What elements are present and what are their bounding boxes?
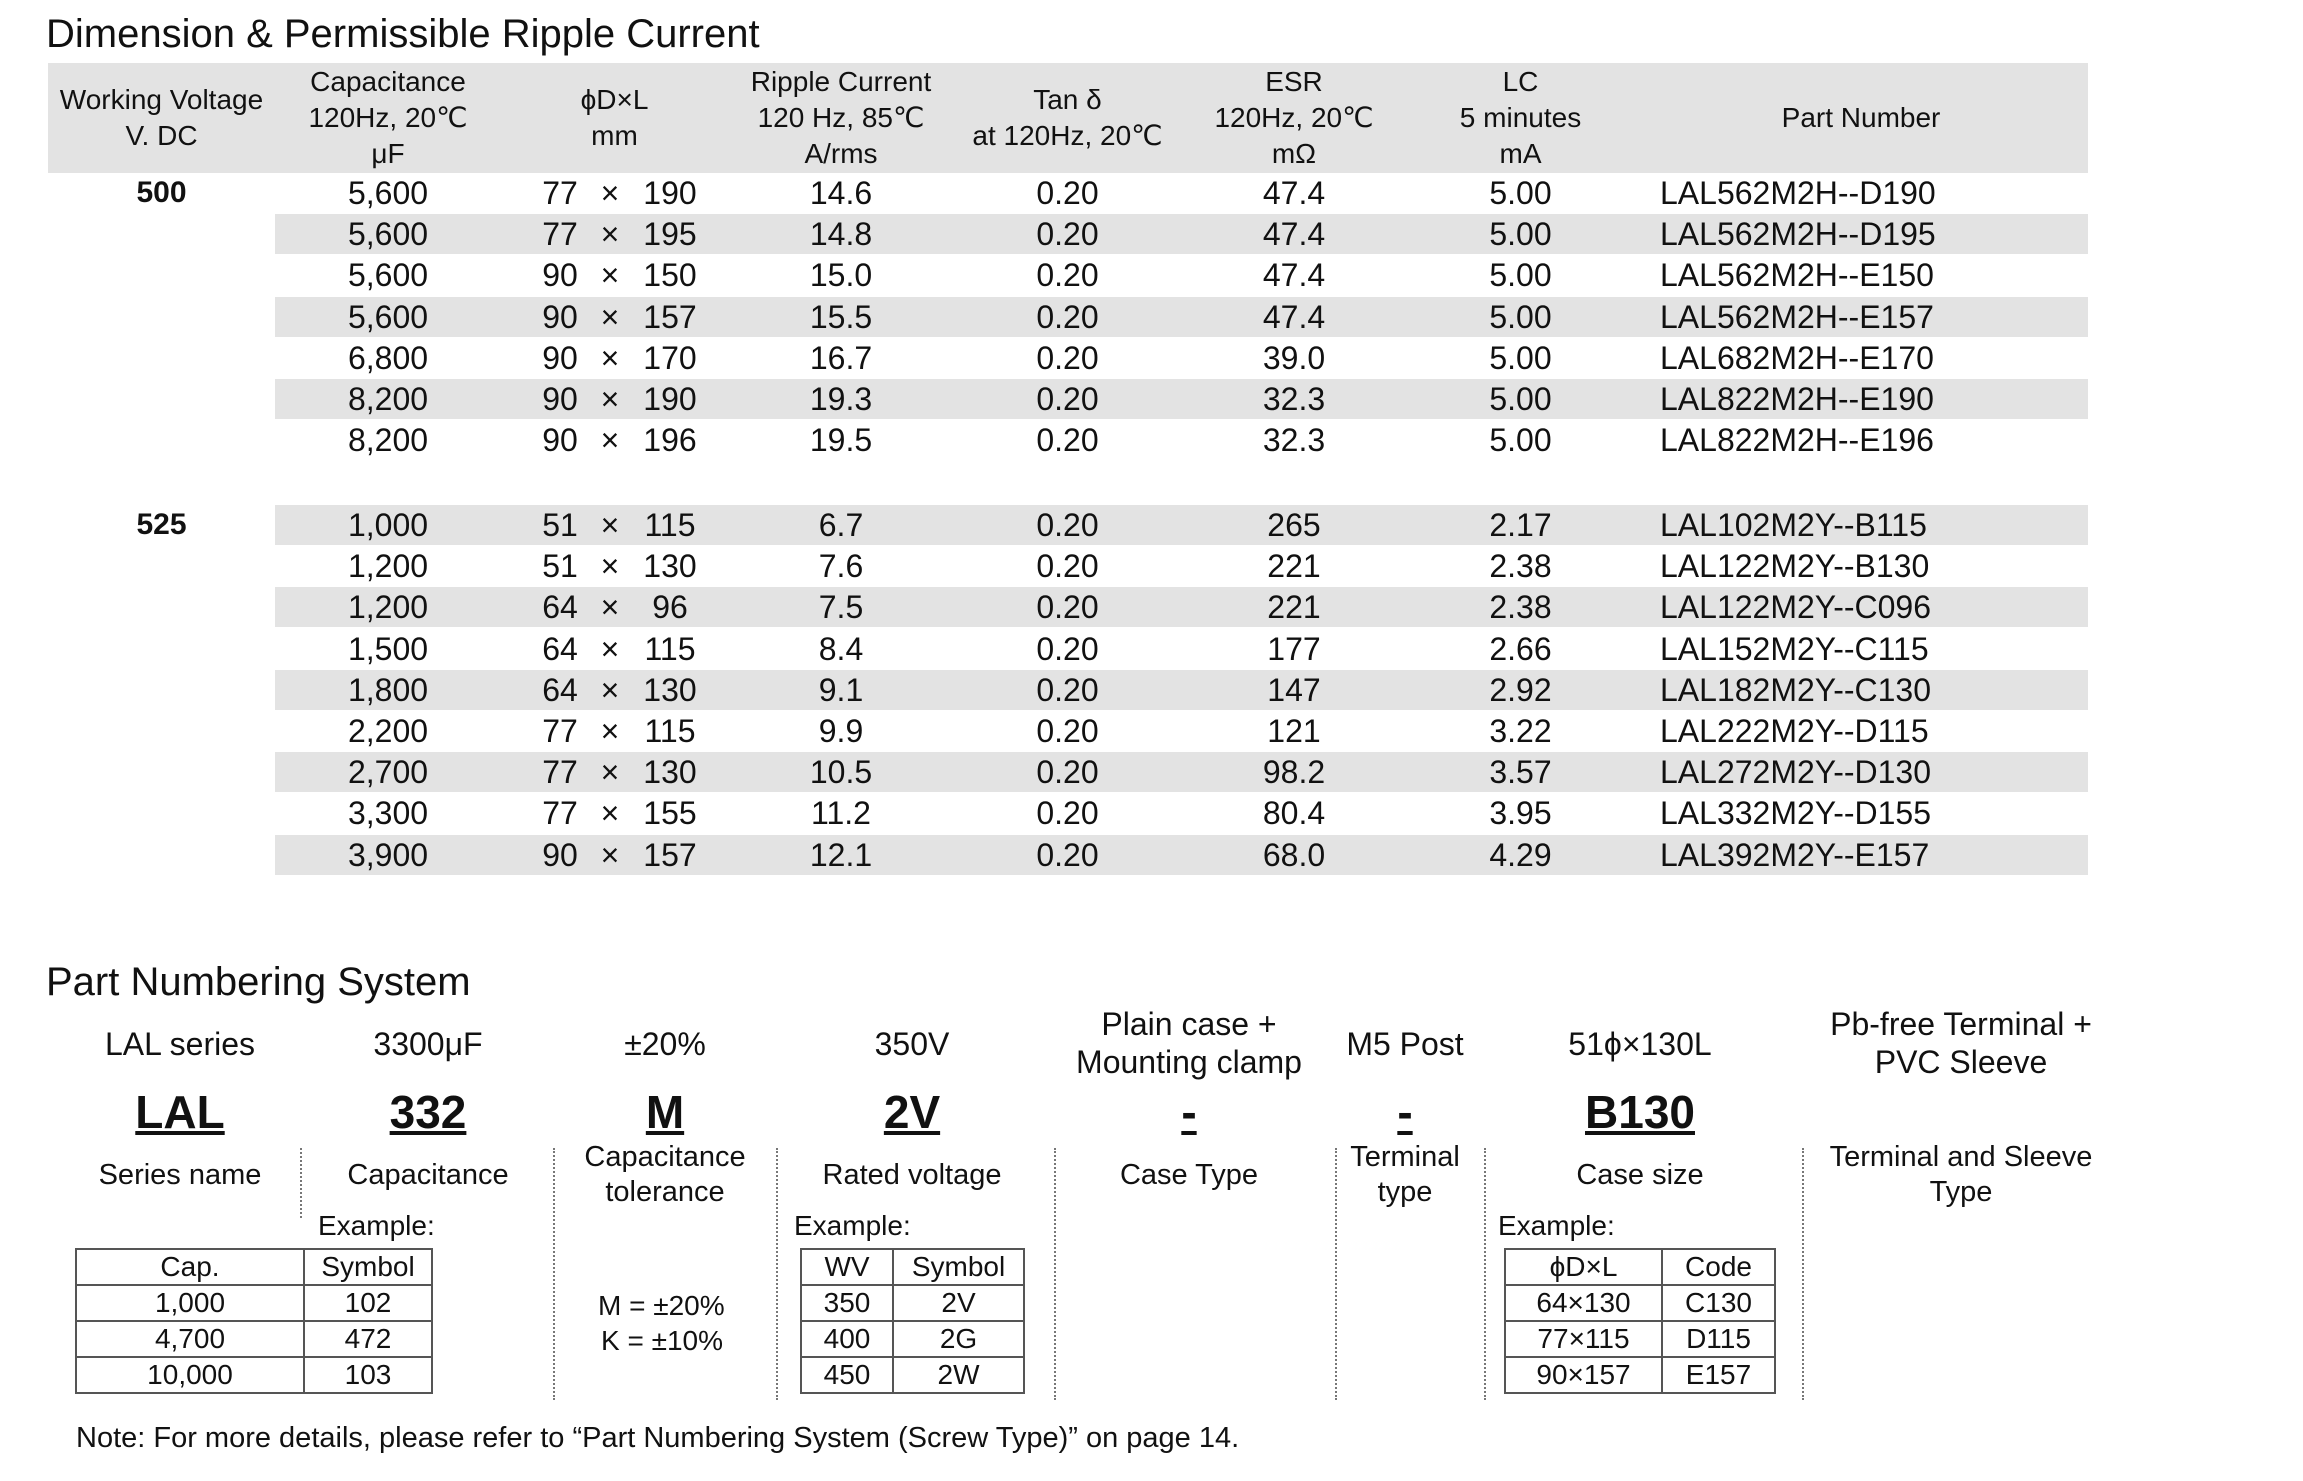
table-cell-d: 51 <box>542 507 578 543</box>
table-cell-lc: 4.29 <box>1489 836 1552 873</box>
table-cell-lc: 2.92 <box>1489 671 1552 708</box>
table-cell-part: LAL182M2Y--C130 <box>1660 671 1931 708</box>
segment-code: LAL <box>135 1086 225 1138</box>
segment-code: B130 <box>1585 1086 1695 1138</box>
table-cell-d: 77 <box>542 795 578 832</box>
table-cell: 450 <box>801 1357 893 1393</box>
table-cell-cap: 1,200 <box>347 589 429 626</box>
table-cell-d: 77 <box>542 713 578 749</box>
table-cell-lc: 5.00 <box>1489 381 1552 417</box>
table-header: WV <box>801 1249 893 1285</box>
table-cell-lc: 2.66 <box>1489 630 1552 667</box>
table-cell-d: 90 <box>542 257 578 294</box>
segment-label: Case Type <box>1119 1159 1259 1191</box>
table-cell-part: LAL122M2Y--B130 <box>1660 548 1930 585</box>
separator <box>1484 1148 1486 1400</box>
header-lc: LC 5 minutes mA <box>1459 66 1582 169</box>
header-tan-delta: Tan δ at 120Hz, 20℃ <box>972 84 1163 151</box>
table-cell-d: 90 <box>542 339 578 376</box>
table-cell-d: 64 <box>542 630 578 667</box>
separator <box>776 1148 778 1400</box>
table-cell-x: × <box>600 754 620 791</box>
segment-label: Terminal type <box>1350 1141 1460 1208</box>
table-cell: 2G <box>893 1321 1024 1357</box>
table-cell-cap: 8,200 <box>347 422 429 459</box>
table-cell-ripple: 10.5 <box>809 754 873 791</box>
table-cell-lc: 5.00 <box>1489 422 1552 459</box>
segment-description: ±20% <box>624 1026 706 1062</box>
table-cell-lc: 5.00 <box>1489 339 1552 376</box>
table-cell-x: × <box>600 216 620 253</box>
table-cell-ripple: 6.7 <box>818 507 864 543</box>
table-header: Symbol <box>893 1249 1024 1285</box>
table-cell: 1,000 <box>76 1285 304 1321</box>
table-cell-l: 115 <box>644 630 696 667</box>
table-cell-d: 77 <box>542 175 578 211</box>
section-title-part-numbering: Part Numbering System <box>46 960 471 1004</box>
table-cell-part: LAL392M2Y--E157 <box>1660 836 1930 873</box>
table-cell-esr: 39.0 <box>1262 339 1326 376</box>
table-cell-x: × <box>600 630 620 667</box>
separator <box>1335 1148 1337 1400</box>
footnote: Note: For more details, please refer to “Part Numbering System (Screw Type)” on page 14. <box>76 1422 1240 1454</box>
table-cell-cap: 5,600 <box>347 175 429 211</box>
table-cell: 64×130 <box>1505 1285 1662 1321</box>
header-dimension: ϕD×L mm <box>580 84 649 151</box>
table-cell-part: LAL822M2H--E196 <box>1660 422 1934 459</box>
table-cell: 400 <box>801 1321 893 1357</box>
table-cell-d: 90 <box>542 298 578 335</box>
segment-code: M <box>645 1086 685 1138</box>
table-cell-d: 64 <box>542 671 578 708</box>
table-cell-part: LAL152M2Y--C115 <box>1660 630 1929 667</box>
voltage-code-table <box>800 1248 1025 1394</box>
table-cell-d: 77 <box>542 754 578 791</box>
table-cell-lc: 3.57 <box>1489 754 1552 791</box>
table-cell-cap: 3,900 <box>347 836 429 873</box>
table-cell-ripple: 8.4 <box>818 630 864 667</box>
segment-description: 350V <box>874 1026 950 1062</box>
table-cell-d: 90 <box>542 381 578 417</box>
table-cell-ripple: 11.2 <box>811 795 871 832</box>
table-cell-esr: 221 <box>1267 589 1321 626</box>
table-cell-l: 115 <box>644 713 696 749</box>
table-cell-x: × <box>600 175 620 211</box>
table-cell-lc: 2.38 <box>1489 548 1552 585</box>
table-cell-x: × <box>600 257 620 294</box>
table-cell-cap: 5,600 <box>347 216 429 253</box>
table-cell-lc: 5.00 <box>1489 216 1552 253</box>
table-cell: 2V <box>893 1285 1024 1321</box>
table-cell-x: × <box>600 548 620 585</box>
table-cell-esr: 47.4 <box>1262 298 1326 335</box>
segment-code: 2V <box>883 1086 941 1138</box>
table-cell-ripple: 15.0 <box>809 257 873 294</box>
segment-code: - <box>1397 1086 1413 1138</box>
table-cell: 2W <box>893 1357 1024 1393</box>
table-cell-tan: 0.20 <box>1036 713 1099 749</box>
table-cell-ripple: 15.5 <box>809 298 873 335</box>
tolerance-m: M = ±20% <box>598 1290 725 1321</box>
header-esr: ESR 120Hz, 20℃ mΩ <box>1214 66 1374 169</box>
header-part-number: Part Number <box>1781 102 1941 133</box>
header-working-voltage: Working Voltage V. DC <box>59 84 264 151</box>
table-cell-x: × <box>600 795 620 832</box>
segment-label: Capacitance tolerance <box>584 1141 746 1208</box>
separator <box>553 1148 555 1400</box>
table-cell-tan: 0.20 <box>1036 216 1099 253</box>
segment-label: Series name <box>98 1159 262 1191</box>
table-cell-cap: 8,200 <box>347 381 429 417</box>
segment-code: 332 <box>389 1086 467 1138</box>
table-cell-part: LAL562M2H--E157 <box>1660 298 1934 335</box>
case-size-code-table <box>1504 1248 1776 1394</box>
table-cell-d: 77 <box>542 216 578 253</box>
table-cell: 10,000 <box>76 1357 304 1393</box>
table-cell-esr: 32.3 <box>1262 381 1326 417</box>
table-cell-l: 115 <box>644 507 696 543</box>
table-cell-l: 157 <box>643 836 697 873</box>
table-cell: C130 <box>1662 1285 1775 1321</box>
table-cell-l: 130 <box>643 754 697 791</box>
table-cell-tan: 0.20 <box>1036 630 1099 667</box>
table-cell-tan: 0.20 <box>1036 589 1099 626</box>
table-cell-esr: 80.4 <box>1262 795 1326 832</box>
table-cell-lc: 5.00 <box>1489 175 1552 211</box>
table-cell-ripple: 19.5 <box>809 422 873 459</box>
table-cell-cap: 1,000 <box>347 507 429 543</box>
table-cell: E157 <box>1662 1357 1775 1393</box>
table-cell-ripple: 12.1 <box>809 836 873 873</box>
table-cell-ripple: 7.6 <box>818 548 864 585</box>
table-cell-l: 170 <box>643 339 697 376</box>
table-cell-esr: 47.4 <box>1262 257 1326 294</box>
separator <box>300 1148 302 1218</box>
table-cell-x: × <box>600 381 620 417</box>
example-label-size: Example: <box>1498 1210 1615 1241</box>
table-cell-esr: 32.3 <box>1262 422 1326 459</box>
table-cell: 4,700 <box>76 1321 304 1357</box>
table-cell-tan: 0.20 <box>1036 671 1099 708</box>
header-capacitance: Capacitance 120Hz, 20℃ μF <box>308 66 468 169</box>
table-cell-tan: 0.20 <box>1036 257 1099 294</box>
table-cell-part: LAL122M2Y--C096 <box>1660 589 1931 626</box>
table-cell-l: 196 <box>643 422 697 459</box>
segment-description: LAL series <box>105 1026 255 1062</box>
table-cell-part: LAL562M2H--D195 <box>1660 216 1936 253</box>
table-cell-x: × <box>600 671 620 708</box>
table-cell-l: 96 <box>652 589 688 626</box>
table-cell-part: LAL562M2H--D190 <box>1660 175 1936 211</box>
table-cell-cap: 5,600 <box>347 298 429 335</box>
table-cell-x: × <box>600 422 620 459</box>
table-cell-tan: 0.20 <box>1036 175 1099 211</box>
table-cell-cap: 3,300 <box>347 795 429 832</box>
table-cell-x: × <box>600 836 620 873</box>
table-cell-esr: 47.4 <box>1262 216 1326 253</box>
table-cell-x: × <box>600 298 620 335</box>
table-cell-tan: 0.20 <box>1036 298 1099 335</box>
table-cell: 103 <box>304 1357 432 1393</box>
table-cell-x: × <box>600 507 620 543</box>
separator <box>1054 1148 1056 1400</box>
table-cell-lc: 3.95 <box>1489 795 1552 832</box>
table-cell-ripple: 19.3 <box>809 381 873 417</box>
table-cell-part: LAL822M2H--E190 <box>1660 381 1934 417</box>
table-cell-tan: 0.20 <box>1036 548 1099 585</box>
separator <box>1802 1148 1804 1400</box>
table-cell-part: LAL102M2Y--B115 <box>1660 507 1927 543</box>
table-cell-x: × <box>600 713 620 749</box>
table-header: Symbol <box>304 1249 432 1285</box>
table-cell-d: 51 <box>542 548 578 585</box>
table-cell-lc: 5.00 <box>1489 298 1552 335</box>
table-cell-l: 130 <box>643 548 697 585</box>
table-cell-lc: 5.00 <box>1489 257 1552 294</box>
example-label-capacitance: Example: <box>318 1210 435 1241</box>
segment-description: 51ϕ×130L <box>1568 1026 1712 1062</box>
working-voltage: 525 <box>136 508 187 541</box>
table-cell-l: 190 <box>643 381 697 417</box>
table-cell-ripple: 14.6 <box>809 175 873 211</box>
segment-description: 3300μF <box>373 1026 483 1062</box>
segment-description: Pb-free Terminal + PVC Sleeve <box>1830 1006 2092 1080</box>
table-cell: D115 <box>1662 1321 1775 1357</box>
segment-label: Case size <box>1576 1159 1704 1191</box>
table-cell-part: LAL332M2Y--D155 <box>1660 795 1931 832</box>
table-cell-tan: 0.20 <box>1036 836 1099 873</box>
table-cell-ripple: 7.5 <box>818 589 864 626</box>
table-cell-lc: 3.22 <box>1489 713 1552 749</box>
table-header: Cap. <box>76 1249 304 1285</box>
table-cell-l: 157 <box>643 298 697 335</box>
table-cell-ripple: 9.9 <box>818 713 864 749</box>
table-cell-cap: 1,200 <box>347 548 429 585</box>
table-cell-tan: 0.20 <box>1036 754 1099 791</box>
table-cell-d: 90 <box>542 836 578 873</box>
example-label-voltage: Example: <box>794 1210 911 1241</box>
table-cell-l: 190 <box>643 175 697 211</box>
table-cell-esr: 221 <box>1267 548 1321 585</box>
table-cell-tan: 0.20 <box>1036 339 1099 376</box>
segment-label: Capacitance <box>347 1159 509 1191</box>
table-cell-esr: 98.2 <box>1262 754 1326 791</box>
table-cell: 350 <box>801 1285 893 1321</box>
tolerance-k: K = ±10% <box>601 1325 723 1356</box>
table-cell-l: 130 <box>643 671 697 708</box>
table-cell-part: LAL562M2H--E150 <box>1660 257 1934 294</box>
table-cell-l: 155 <box>643 795 697 832</box>
table-cell-tan: 0.20 <box>1036 795 1099 832</box>
table-cell-tan: 0.20 <box>1036 422 1099 459</box>
table-cell-esr: 47.4 <box>1262 175 1326 211</box>
table-cell-tan: 0.20 <box>1036 381 1099 417</box>
table-cell-cap: 1,800 <box>347 671 429 708</box>
table-cell-d: 90 <box>542 422 578 459</box>
table-cell-lc: 2.17 <box>1489 507 1552 543</box>
table-cell-l: 195 <box>643 216 697 253</box>
table-cell-tan: 0.20 <box>1036 507 1099 543</box>
table-cell: 90×157 <box>1505 1357 1662 1393</box>
segment-description: Plain case + Mounting clamp <box>1076 1006 1302 1080</box>
table-header: Code <box>1662 1249 1775 1285</box>
table-cell-esr: 265 <box>1267 507 1321 543</box>
table-cell-part: LAL682M2H--E170 <box>1660 339 1934 376</box>
table-cell-l: 150 <box>643 257 697 294</box>
table-cell: 102 <box>304 1285 432 1321</box>
table-cell: 472 <box>304 1321 432 1357</box>
segment-label: Rated voltage <box>822 1159 1002 1191</box>
table-cell-esr: 147 <box>1267 671 1321 708</box>
table-cell-esr: 177 <box>1267 630 1321 667</box>
table-cell-ripple: 14.8 <box>809 216 873 253</box>
table-cell-part: LAL272M2Y--D130 <box>1660 754 1931 791</box>
segment-code: - <box>1181 1086 1197 1138</box>
header-ripple-current: Ripple Current 120 Hz, 85℃ A/rms <box>750 66 932 169</box>
table-cell-ripple: 9.1 <box>818 671 864 708</box>
table-cell-cap: 2,200 <box>347 713 429 749</box>
capacitance-code-table <box>75 1248 433 1394</box>
table-cell: 77×115 <box>1505 1321 1662 1357</box>
table-cell-x: × <box>600 589 620 626</box>
segment-description: M5 Post <box>1346 1026 1464 1062</box>
table-cell-part: LAL222M2Y--D115 <box>1660 713 1929 749</box>
table-cell-lc: 2.38 <box>1489 589 1552 626</box>
table-cell-x: × <box>600 339 620 376</box>
segment-label: Terminal and Sleeve Type <box>1829 1141 2093 1208</box>
section-title-dimension: Dimension & Permissible Ripple Current <box>46 12 760 56</box>
working-voltage: 500 <box>136 176 187 209</box>
table-cell-cap: 5,600 <box>347 257 429 294</box>
table-cell-cap: 2,700 <box>347 754 429 791</box>
table-cell-esr: 68.0 <box>1262 836 1326 873</box>
table-cell-ripple: 16.7 <box>809 339 873 376</box>
table-cell-d: 64 <box>542 589 578 626</box>
table-cell-cap: 1,500 <box>347 630 429 667</box>
table-cell-cap: 6,800 <box>347 339 429 376</box>
table-cell-esr: 121 <box>1267 713 1321 749</box>
table-header: ϕD×L <box>1505 1249 1662 1285</box>
